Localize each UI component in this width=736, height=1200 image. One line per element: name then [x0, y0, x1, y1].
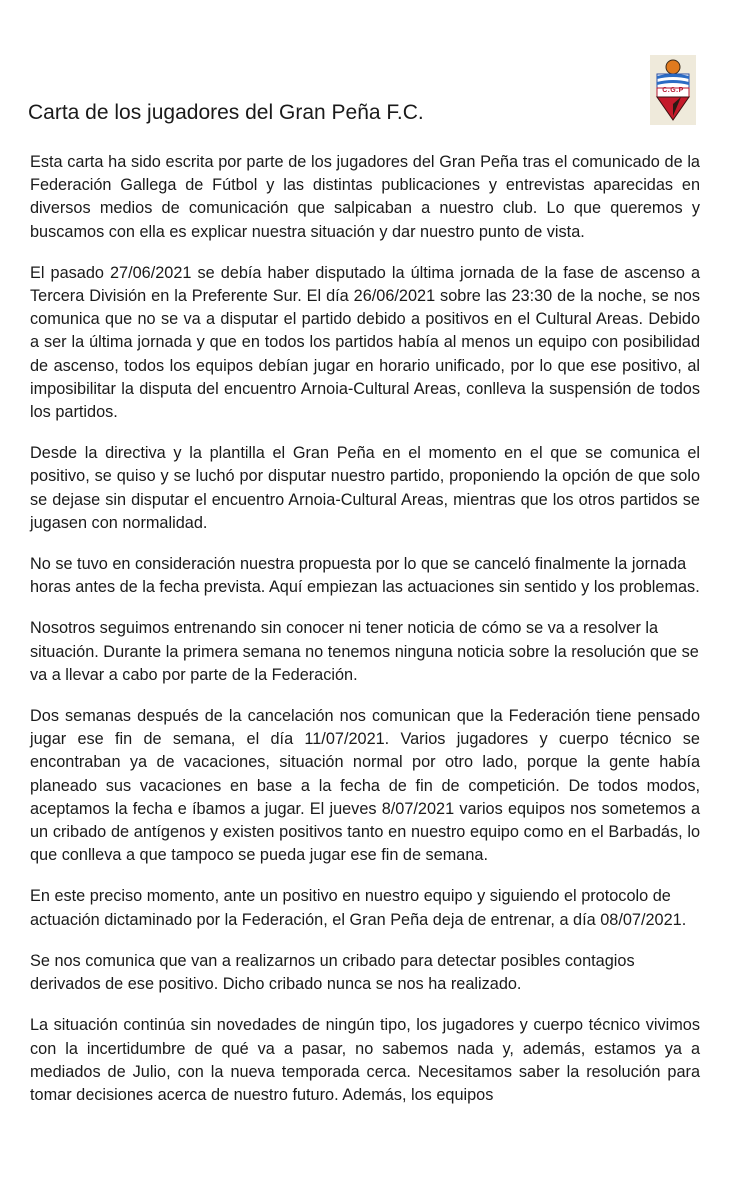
paragraph-9: La situación continúa sin novedades de ningún tipo, los jugadores y cuerpo técnico vivimos con la incertidumbre de qué va a pasar, no sabemos nada y, además, estamos ya a mediados de Julio, con la nueva temporada cerca. Necesitamos saber la resolución para tomar decisiones acerca de nuestro futuro. Además, los equipos: [30, 1016, 700, 1104]
letter-title: Carta de los jugadores del Gran Peña F.C.: [28, 101, 424, 124]
club-crest-logo: [650, 55, 696, 125]
paragraph-8: Se nos comunica que van a realizarnos un cribado para detectar posibles contagios derivados de ese positivo. Dicho cribado nunca se nos ha realizado.: [30, 951, 635, 994]
crest-initials: C.G.P: [662, 87, 684, 94]
paragraph-5: Nosotros seguimos entrenando sin conocer ni tener noticia de cómo se va a resolver la situación. Durante la primera semana no tenemos ninguna noticia sobre la resolución que se va a llevar a cabo por parte de la Federación.: [30, 619, 699, 684]
paragraph-7: En este preciso momento, ante un positivo en nuestro equipo y siguiendo el protocolo de actuación dictaminado por la Federación, el Gran Peña deja de entrenar, a día 08/07/2021.: [30, 887, 687, 929]
paragraph-1: Esta carta ha sido escrita por parte de los jugadores del Gran Peña tras el comunicado de la Federación Gallega de Fútbol y las distintas publicaciones y entrevistas aparecidas en diversos medios de comunicación que salpicaban a nuestro club. Lo que queremos y buscamos con ella es explicar nuestra situación y dar nuestro punto de vista.: [30, 153, 700, 241]
paragraph-6: Dos semanas después de la cancelación nos comunican que la Federación tiene pensado jugar ese fin de semana, el día 11/07/2021. Varios jugadores y cuerpo técnico se encontraban ya de vacaciones, situación normal por otro lado, porque la gente había planeado sus vacaciones en base a la fecha de fin de competición. De todos modos, aceptamos la fecha e íbamos a jugar. El jueves 8/07/2021 varios equipos nos sometemos a un cribado de antígenos y existen positivos tanto en nuestro equipo como en el Barbadás, lo que conlleva a que tampoco se pueda jugar ese fin de semana.: [30, 707, 700, 865]
letter-body: [30, 151, 700, 1125]
paragraph-4: No se tuvo en consideración nuestra propuesta por lo que se canceló finalmente la jornada horas antes de la fecha prevista. Aquí empiezan las actuaciones sin sentido y los problemas.: [30, 555, 700, 597]
paragraph-2: El pasado 27/06/2021 se debía haber disputado la última jornada de la fase de ascenso a Tercera División en la Preferente Sur. El día 26/06/2021 sobre las 23:30 de la noche, se nos comunica que no se va a disputar el partido debido a positivos en el Cultural Areas. Debido a ser la última jornada y que en todos los partidos había al menos un equipo con posibilidad de ascenso, todos los equipos debían jugar en horario unificado, por lo que ese positivo, al imposibilitar la disputa del encuentro Arnoia-Cultural Areas, conlleva la suspensión de todos los partidos.: [30, 263, 700, 422]
paragraph-3: Desde la directiva y la plantilla el Gran Peña en el momento en el que se comunica el positivo, se quiso y se luchó por disputar nuestro partido, proponiendo la opción de que solo se dejase sin disputar el encuentro Arnoia-Cultural Areas, mientras que los otros partidos se jugasen con normalidad.: [30, 444, 700, 532]
